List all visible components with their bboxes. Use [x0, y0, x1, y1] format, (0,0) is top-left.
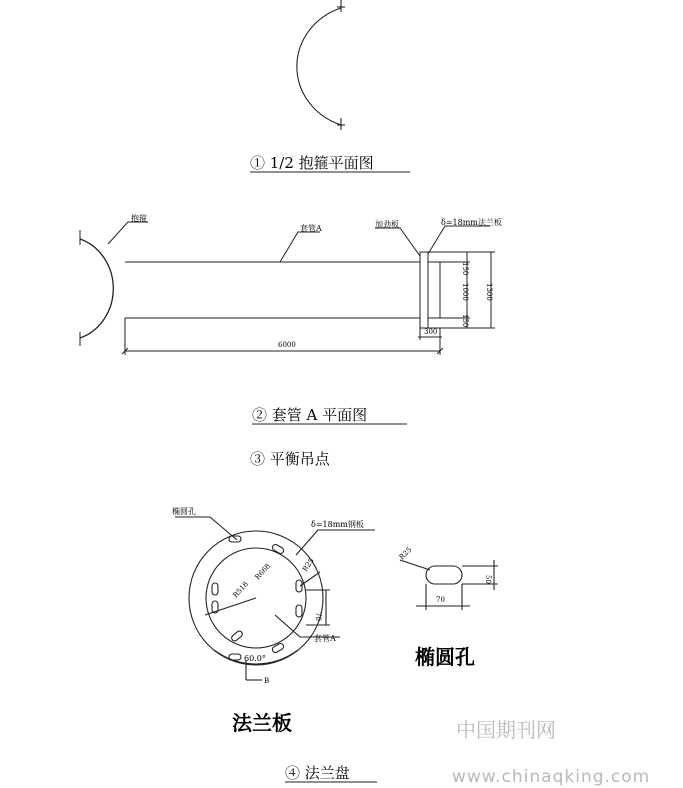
slot-detail-r25: R25 — [397, 545, 414, 562]
label-slot: 椭圆孔 — [172, 507, 196, 516]
slot-3 — [296, 580, 302, 592]
caption-4: ④ 法兰盘 — [285, 764, 350, 782]
label-r518: R518 — [231, 580, 250, 600]
label-r25-ring: R25 — [301, 556, 316, 574]
leader-stiffener — [375, 228, 420, 256]
fig4-flange — [175, 517, 375, 680]
slot-2 — [271, 543, 284, 554]
caption-2: ② 套管 A 平面图 — [252, 406, 368, 424]
dim-outer: 1300 — [485, 283, 493, 301]
leader-sleeve — [280, 232, 320, 262]
dim-top: 150 — [461, 262, 469, 276]
slot-detail — [400, 560, 498, 610]
label-r668: R668 — [253, 562, 272, 582]
slot-detail-leader — [400, 560, 430, 570]
dim-width: 300 — [424, 328, 438, 336]
flange-plate — [420, 252, 428, 328]
label-sleeve-a: 套管A — [314, 634, 336, 643]
leader-hoop — [108, 222, 148, 244]
label-stiffener: 加劲板 — [375, 220, 399, 229]
slot-detail-height: 50 — [484, 575, 492, 584]
slot-detail-title: 椭圆孔 — [415, 645, 475, 669]
label-sleeve: 套管A — [300, 224, 322, 233]
slot-detail-width: 70 — [436, 596, 445, 604]
slot-5 — [271, 642, 284, 653]
leader-plate — [296, 530, 375, 555]
caption-3: ③ 平衡吊点 — [250, 450, 330, 468]
label-hoop: 抱箍 — [131, 214, 147, 223]
leader-slot — [175, 517, 237, 540]
slot-9 — [230, 630, 243, 642]
slot-detail-shape — [426, 566, 462, 584]
flange-plate-title: 法兰板 — [232, 711, 292, 735]
label-section: B — [264, 677, 270, 685]
label-angle: 60.0° — [244, 654, 266, 663]
dim-bottom: 150 — [461, 314, 469, 328]
label-plate: δ=18mm钢板 — [311, 520, 364, 529]
radius-line — [205, 598, 256, 615]
dim-inner: 1000 — [461, 283, 469, 301]
slot-7 — [212, 583, 218, 595]
caption-1: ① 1/2 抱箍平面图 — [250, 154, 374, 172]
fig1-half-hoop — [297, 0, 345, 130]
watermark-url: www.chinaqking.com — [452, 767, 651, 787]
watermark-cn: 中国期刊网 — [456, 718, 556, 742]
label-flange-plate: δ=18mm法兰板 — [441, 218, 502, 227]
hoop-arc — [297, 8, 341, 125]
leader-flange — [428, 226, 490, 254]
fig2-hoop-arc — [80, 239, 113, 338]
leader-r25 — [300, 572, 320, 586]
dim-length: 6000 — [278, 341, 296, 349]
label-dim-70-ring: 70 — [314, 612, 322, 621]
slot-4 — [296, 605, 302, 617]
